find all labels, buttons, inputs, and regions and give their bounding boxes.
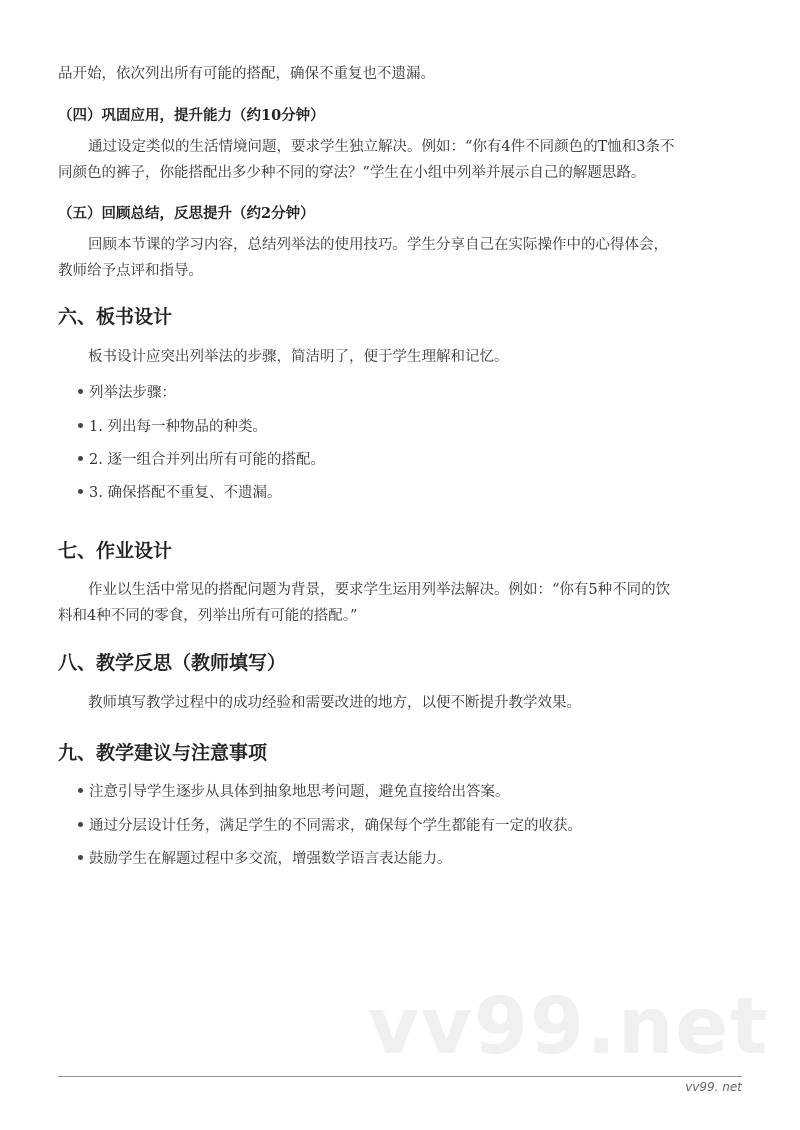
paragraph-line: 教师填写教学过程中的成功经验和需要改进的地方，以便不断提升教学效果。 xyxy=(88,695,581,711)
bullet-icon xyxy=(78,456,83,461)
section-heading-reflection: 八、教学反思（教师填写） xyxy=(58,652,287,674)
list-item xyxy=(78,782,510,802)
list-item xyxy=(78,483,281,503)
list-item-text: 列举法步骤： xyxy=(89,385,176,401)
bullet-icon xyxy=(78,389,83,394)
bullet-icon xyxy=(78,822,83,827)
paragraph-line: 回顾本节课的学习内容，总结列举法的使用技巧。学生分享自己在实际操作中的心得体会， xyxy=(88,237,668,253)
section-heading-board-design: 六、板书设计 xyxy=(58,306,173,328)
watermark: vv99.net xyxy=(368,982,770,1072)
section-heading-suggestions: 九、教学建议与注意事项 xyxy=(58,742,268,764)
list-item-text: 注意引导学生逐步从具体到抽象地思考问题，避免直接给出答案。 xyxy=(89,784,510,800)
subheading-consolidate: （四）巩固应用，提升能力（约10分钟） xyxy=(58,107,325,124)
footer-site-label: vv99. net xyxy=(685,1080,742,1094)
bullet-icon xyxy=(78,855,83,860)
list-item xyxy=(78,417,267,437)
paragraph-line: 品开始，依次列出所有可能的搭配，确保不重复也不遗漏。 xyxy=(58,66,435,82)
list-item-text: 3. 确保搭配不重复、不遗漏。 xyxy=(89,485,282,501)
footer-divider xyxy=(58,1076,742,1077)
list-item-text: 2. 逐一组合并列出所有可能的搭配。 xyxy=(89,452,325,468)
paragraph-line: 作业以生活中常见的搭配问题为背景，要求学生运用列举法解决。例如：“你有5种不同的饮 xyxy=(88,582,671,598)
list-item-text: 鼓励学生在解题过程中多交流，增强数学语言表达能力。 xyxy=(89,851,452,867)
bullet-icon xyxy=(78,423,83,428)
list-item-text: 通过分层设计任务，满足学生的不同需求，确保每个学生都能有一定的收获。 xyxy=(89,818,582,834)
paragraph-line: 通过设定类似的生活情境问题，要求学生独立解决。例如：“你有4件不同颜色的T恤和3条不 xyxy=(88,139,675,155)
list-item xyxy=(78,383,176,403)
list-item xyxy=(78,849,452,869)
paragraph-line: 板书设计应突出列举法的步骤，简洁明了，便于学生理解和记忆。 xyxy=(88,349,509,365)
list-item xyxy=(78,816,582,836)
paragraph-line: 教师给予点评和指导。 xyxy=(58,263,203,279)
list-item xyxy=(78,450,325,470)
paragraph-line: 料和4种不同的零食，列举出所有可能的搭配。” xyxy=(58,608,358,624)
bullet-icon xyxy=(78,489,83,494)
section-heading-homework: 七、作业设计 xyxy=(58,540,173,562)
bullet-icon xyxy=(78,788,83,793)
subheading-summary: （五）回顾总结，反思提升（约2分钟） xyxy=(58,205,315,222)
paragraph-line: 同颜色的裤子，你能搭配出多少种不同的穿法？”学生在小组中列举并展示自己的解题思路。 xyxy=(58,165,646,181)
list-item-text: 1. 列出每一种物品的种类。 xyxy=(89,419,267,435)
